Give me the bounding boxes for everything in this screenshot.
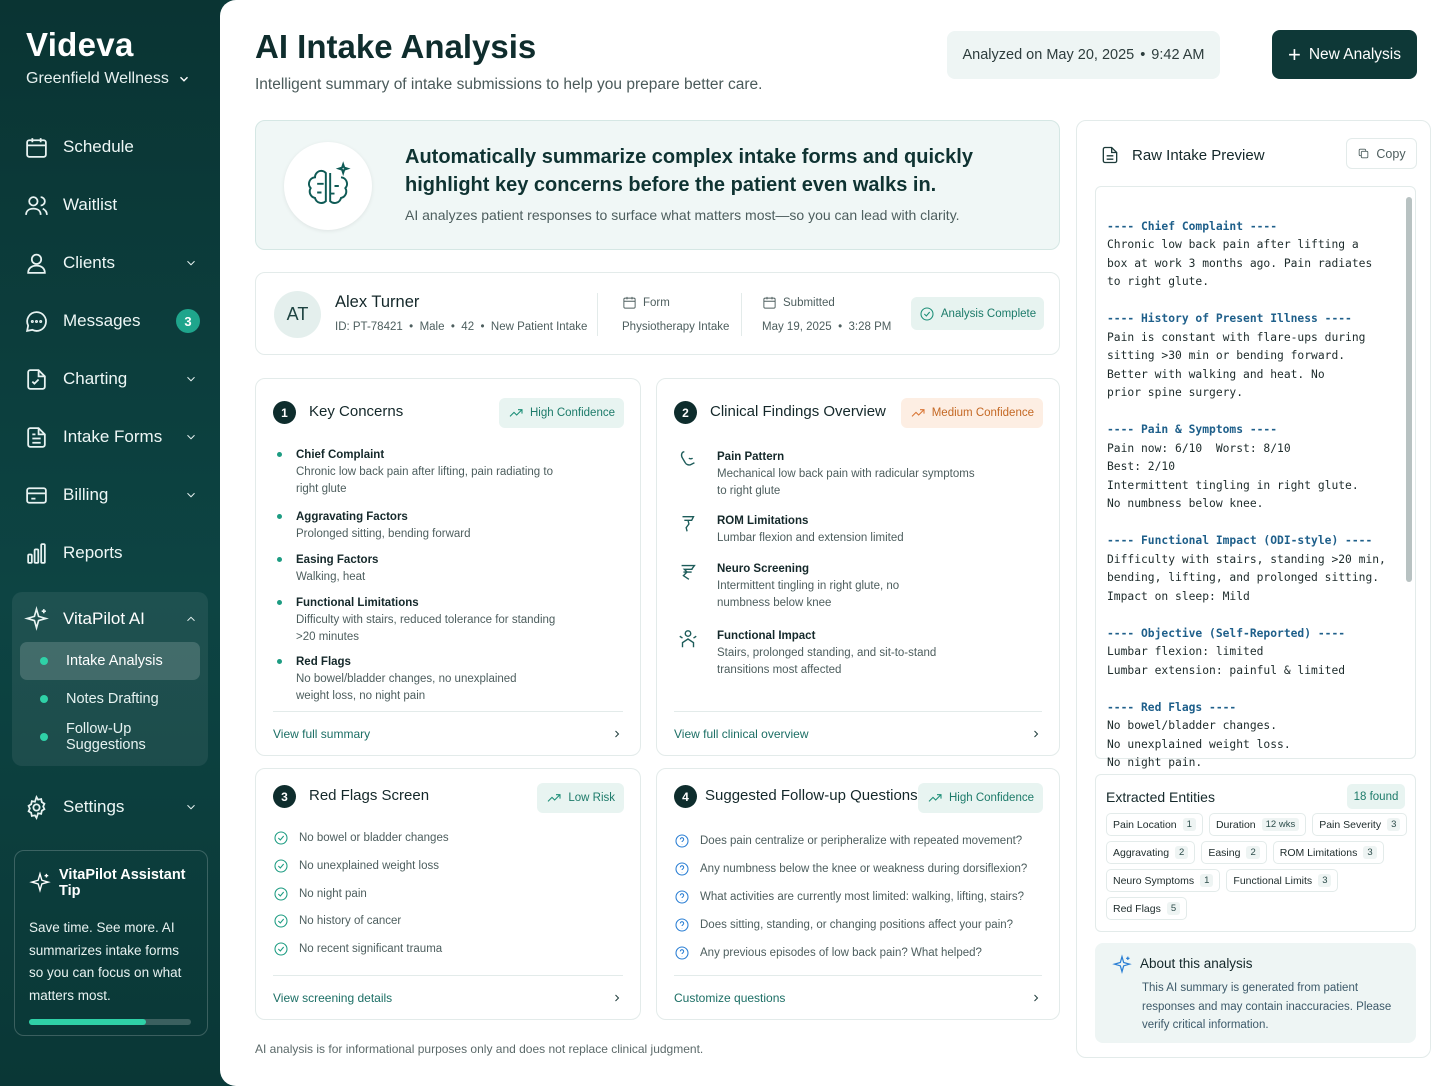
raw-section-heading: ---- Functional Impact (ODI-style) ----	[1107, 534, 1373, 547]
check-circle-icon	[273, 858, 289, 874]
card-title: Red Flags Screen	[309, 787, 430, 804]
trend-up-icon	[508, 405, 524, 421]
nav-label: Schedule	[63, 137, 134, 156]
rom-icon	[677, 513, 699, 535]
chip-row	[1106, 813, 1411, 836]
raw-line: No unexplained weight loss.	[1107, 737, 1291, 751]
concern-title: Easing Factors	[296, 554, 379, 566]
sub-item-follow-up[interactable]	[20, 718, 200, 756]
entity-label: Pain Severity	[1319, 818, 1382, 831]
patient-header-card	[255, 272, 1060, 355]
entity-label: Red Flags	[1113, 902, 1161, 915]
question-text: Does pain centralize or peripheralize with repeated movement?	[700, 835, 1023, 847]
functional-icon	[677, 628, 699, 650]
nav-label: Reports	[63, 543, 123, 562]
patient-name: Alex Turner	[335, 293, 420, 311]
risk-badge	[537, 783, 624, 813]
entity-count: 5	[1167, 902, 1180, 915]
view-screening-details-link[interactable]	[273, 975, 623, 1019]
chevron-down-icon	[184, 256, 198, 270]
finding-title: Neuro Screening	[717, 563, 810, 575]
nav-item-clients[interactable]	[0, 234, 220, 292]
question-item[interactable]	[674, 861, 1027, 877]
concern-title: Functional Limitations	[296, 597, 419, 609]
chevron-right-icon	[1030, 728, 1042, 740]
users-icon	[24, 193, 49, 218]
concern-item	[296, 447, 556, 498]
raw-section-heading: ---- Chief Complaint ----	[1107, 219, 1278, 233]
raw-section-heading: ---- Objective (Self-Reported) ----	[1107, 626, 1346, 640]
nav-label: Messages	[63, 311, 141, 330]
question-text: Any numbness below the knee or weakness during dorsiflexion?	[700, 863, 1028, 875]
chip-row	[1106, 841, 1411, 864]
risk-text: Low Risk	[568, 792, 615, 804]
vitapilot-group	[12, 592, 208, 766]
raw-line: Pain is constant with flare-ups during	[1107, 330, 1366, 344]
new-analysis-label: New Analysis	[1308, 45, 1402, 63]
entity-chips	[1106, 813, 1411, 925]
trend-up-icon	[546, 790, 562, 806]
raw-line: bending, lifting, and prolonged sitting.	[1107, 571, 1380, 584]
finding-text: Mechanical low back pain with radicular symptoms to right glute	[717, 468, 975, 497]
concern-text: Difficulty with stairs, reduced tolerance for standing >20 minutes	[296, 614, 556, 643]
chevron-right-icon	[611, 728, 623, 740]
sub-item-label: Follow-Up Suggestions	[66, 721, 146, 753]
vitapilot-toggle[interactable]	[12, 596, 208, 642]
sparkle-icon	[1112, 955, 1132, 975]
chevron-down-icon	[184, 488, 198, 502]
finding-title: Functional Impact	[717, 630, 816, 642]
active-dot	[40, 657, 48, 665]
raw-line: Difficulty with stairs, standing >20 min,	[1107, 552, 1386, 566]
main-nav	[0, 118, 220, 582]
sidebar	[0, 0, 220, 1086]
finding-item	[717, 513, 977, 547]
concern-item	[296, 654, 546, 705]
calendar-icon	[622, 295, 637, 310]
chevron-down-icon	[177, 72, 191, 86]
raw-line: Intermittent tingling in right glute.	[1107, 478, 1359, 492]
tip-progress-fill	[29, 1019, 146, 1025]
banner-heading: Automatically summarize complex intake forms and quickly highlight key concerns before the patient even walks in.	[405, 146, 973, 196]
raw-section-heading: ---- Red Flags ----	[1107, 700, 1237, 714]
nav-label: Charting	[63, 369, 128, 388]
check-circle-icon	[919, 306, 935, 322]
concern-title: Chief Complaint	[296, 449, 385, 461]
patient-meta: ID: PT-78421 • Male • 42 • New Patient Intake	[335, 321, 588, 333]
chip-row	[1106, 897, 1411, 920]
bar-chart-icon	[24, 541, 49, 566]
entity-count: 3	[1387, 818, 1400, 831]
question-item[interactable]	[674, 917, 1013, 933]
entity-label: Neuro Symptoms	[1113, 874, 1195, 887]
raw-line: No night pain.	[1107, 756, 1203, 769]
concern-item	[296, 595, 556, 646]
divider	[597, 293, 598, 336]
screen-item	[273, 913, 401, 929]
view-clinical-overview-link[interactable]	[674, 711, 1042, 755]
screen-item	[273, 858, 439, 874]
entity-chip[interactable]	[1106, 897, 1187, 920]
entity-chip[interactable]	[1106, 841, 1195, 864]
question-circle-icon	[674, 889, 690, 905]
raw-section	[1107, 532, 1415, 606]
finding-text: Lumbar flexion and extension limited	[717, 532, 904, 544]
submitted-label-text: Submitted	[783, 296, 835, 309]
card-number: 3	[273, 785, 296, 808]
raw-line: Chronic low back pain after lifting a	[1107, 238, 1359, 251]
calendar-icon	[24, 135, 49, 160]
ai-brain-icon	[284, 142, 372, 230]
raw-intake-panel	[1076, 120, 1431, 1058]
entity-count: 3	[1363, 846, 1376, 859]
entities-title: Extracted Entities	[1106, 789, 1215, 805]
raw-line: sitting >30 min or bending forward.	[1107, 349, 1346, 362]
raw-section	[1107, 310, 1415, 403]
nav-label: Waitlist	[63, 195, 118, 214]
form-label	[622, 295, 670, 310]
raw-line: Lumbar flexion: limited	[1107, 645, 1264, 658]
footer-label: View full clinical overview	[674, 726, 809, 741]
about-title: About this analysis	[1140, 956, 1253, 971]
nav-item-intake-forms[interactable]	[0, 408, 220, 466]
raw-section	[1107, 625, 1415, 681]
copy-icon	[1357, 147, 1370, 160]
finding-title: Pain Pattern	[717, 451, 785, 463]
entity-label: Duration	[1215, 818, 1256, 831]
concern-text: No bowel/bladder changes, no unexplained weight loss, no night pain	[296, 673, 517, 702]
analyzed-date: Analyzed on May 20, 2025	[962, 47, 1135, 63]
tip-progress-bar	[29, 1019, 191, 1025]
raw-line: to right glute.	[1107, 275, 1210, 288]
concern-text: Prolonged sitting, bending forward	[296, 528, 471, 540]
tip-body: Save time. See more. AI summarizes intake forms so you can focus on what matters most.	[29, 920, 182, 1003]
raw-line: Lumbar extension: painful & limited	[1107, 663, 1346, 677]
chip-row	[1106, 869, 1411, 892]
tip-title: VitaPilot Assistant Tip	[59, 867, 186, 899]
footer-label: View screening details	[273, 990, 393, 1005]
finding-text: Intermittent tingling in right glute, no numbness below knee	[717, 580, 900, 609]
raw-section-heading: ---- Pain & Symptoms ----	[1107, 423, 1278, 436]
extracted-entities	[1095, 774, 1416, 932]
main-content	[220, 0, 1448, 1086]
entities-count-badge: 18 found	[1347, 784, 1405, 809]
screen-text: No unexplained weight loss	[299, 860, 440, 872]
card-title: Clinical Findings Overview	[710, 403, 886, 420]
check-circle-icon	[273, 941, 289, 957]
trend-up-icon	[927, 790, 943, 806]
trend-up-icon	[910, 405, 926, 421]
sub-item-label: Intake Analysis	[66, 653, 163, 669]
question-circle-icon	[674, 861, 690, 877]
separator-dot: •	[1140, 47, 1146, 63]
entity-label: Pain Location	[1113, 818, 1177, 831]
assistant-tip-card	[14, 850, 208, 1036]
followup-questions-card	[656, 768, 1060, 1020]
chat-icon	[24, 309, 49, 334]
chevron-right-icon	[1030, 992, 1042, 1004]
bullet-dot	[277, 600, 282, 605]
nav-item-schedule[interactable]	[0, 118, 220, 176]
bullet-dot	[277, 452, 282, 457]
entity-chip[interactable]	[1226, 869, 1338, 892]
disclaimer: AI analysis is for informational purposes only and does not replace clinical judgment.	[255, 1042, 704, 1056]
nav-item-messages[interactable]	[0, 292, 220, 350]
question-circle-icon	[674, 945, 690, 961]
check-circle-icon	[273, 886, 289, 902]
intro-banner	[255, 120, 1060, 250]
raw-intake-header	[1100, 145, 1265, 165]
bullet-dot	[40, 733, 48, 741]
finding-item	[717, 449, 977, 500]
finding-text: Stairs, prolonged standing, and sit-to-stand transitions most affected	[717, 647, 937, 676]
pain-pattern-icon	[677, 449, 699, 471]
copy-button[interactable]	[1346, 138, 1417, 169]
concern-text: Walking, heat	[296, 571, 366, 583]
raw-line: No numbness below knee.	[1107, 497, 1264, 510]
page-title: AI Intake Analysis	[255, 28, 537, 65]
chevron-down-icon	[184, 800, 198, 814]
raw-section	[1107, 421, 1415, 514]
chevron-down-icon	[184, 372, 198, 386]
raw-section-heading: ---- History of Present Illness ----	[1107, 312, 1352, 325]
banner-text: AI analyzes patient responses to surface what matters most—so you can lead with clarity.	[405, 207, 960, 223]
page-subtitle: Intelligent summary of intake submissions to help you prepare better care.	[255, 76, 763, 93]
entity-chip[interactable]	[1273, 841, 1384, 864]
raw-intake-text[interactable]	[1095, 186, 1416, 769]
finding-item	[717, 561, 977, 612]
chevron-down-icon	[184, 430, 198, 444]
question-item[interactable]	[674, 833, 1022, 849]
nav-label: Billing	[63, 485, 109, 504]
question-text: Any previous episodes of low back pain? What helped?	[700, 947, 982, 959]
red-flags-card	[255, 768, 641, 1020]
analyzed-timestamp	[947, 31, 1220, 79]
raw-line: prior spine surgery.	[1107, 386, 1244, 399]
form-value: Physiotherapy Intake	[622, 321, 730, 333]
nav-label: Clients	[63, 253, 115, 272]
confidence-badge	[918, 783, 1043, 813]
question-item[interactable]	[674, 889, 1024, 905]
bullet-dot	[277, 557, 282, 562]
entity-chip[interactable]	[1201, 841, 1266, 864]
concern-title: Red Flags	[296, 656, 351, 668]
chevron-up-icon	[184, 612, 198, 626]
submitted-label	[762, 295, 835, 310]
divider	[741, 293, 742, 336]
form-icon	[24, 425, 49, 450]
nav-item-settings[interactable]	[0, 778, 220, 836]
entity-count: 1	[1183, 818, 1196, 831]
screen-text: No night pain	[299, 888, 367, 900]
document-icon	[1100, 145, 1120, 165]
chevron-right-icon	[611, 992, 623, 1004]
screen-text: No recent significant trauma	[299, 943, 443, 955]
entity-count: 2	[1246, 846, 1259, 859]
sub-item-intake-analysis[interactable]	[20, 642, 200, 680]
entity-count: 12 wks	[1262, 818, 1300, 831]
sparkle-icon	[24, 607, 49, 632]
entity-label: Aggravating	[1113, 846, 1170, 859]
concern-item	[296, 552, 556, 586]
check-circle-icon	[273, 830, 289, 846]
card-number: 2	[674, 401, 697, 424]
about-body: This AI summary is generated from patient responses and may contain inaccuracies. Please verify critical information.	[1142, 982, 1392, 1031]
card-title: Key Concerns	[309, 403, 404, 420]
sub-item-notes-drafting[interactable]	[20, 680, 200, 718]
org-name: Greenfield Wellness	[26, 70, 169, 87]
raw-section	[1107, 218, 1415, 292]
raw-line: Best: 2/10	[1107, 460, 1176, 473]
entity-count: 2	[1175, 846, 1188, 859]
sub-item-label: Notes Drafting	[66, 691, 159, 707]
plus-icon: +	[1287, 41, 1301, 67]
entity-label: Functional Limits	[1233, 874, 1313, 887]
card-icon	[24, 483, 49, 508]
gear-icon	[24, 795, 49, 820]
entity-count: 3	[1318, 874, 1331, 887]
confidence-text: Medium Confidence	[931, 407, 1034, 419]
new-analysis-button[interactable]	[1272, 30, 1417, 79]
raw-line: Impact on sleep: Mild	[1107, 589, 1250, 603]
status-badge	[911, 297, 1044, 330]
confidence-badge	[901, 398, 1043, 428]
screen-item	[273, 941, 442, 957]
entity-label: Easing	[1208, 846, 1241, 859]
analyzed-time: 9:42 AM	[1151, 47, 1205, 63]
screen-text: No bowel or bladder changes	[299, 832, 449, 844]
concern-text: Chronic low back pain after lifting, pain radiating to right glute	[296, 466, 553, 495]
clipboard-icon	[24, 367, 49, 392]
nav-item-reports[interactable]	[0, 524, 220, 582]
neuro-icon	[677, 561, 699, 583]
entity-chip[interactable]	[1106, 869, 1220, 892]
nav-item-waitlist[interactable]	[0, 176, 220, 234]
nav-item-billing[interactable]	[0, 466, 220, 524]
screen-item	[273, 830, 449, 846]
footer-label: Customize questions	[674, 990, 786, 1005]
org-switcher[interactable]	[0, 70, 220, 88]
user-icon	[24, 251, 49, 276]
concern-title: Aggravating Factors	[296, 511, 408, 523]
question-item[interactable]	[674, 945, 982, 961]
bullet-dot	[40, 695, 48, 703]
finding-title: ROM Limitations	[717, 515, 809, 527]
view-full-summary-link[interactable]	[273, 711, 623, 755]
avatar: AT	[274, 291, 321, 338]
confidence-badge	[499, 398, 624, 428]
calendar-icon	[762, 295, 777, 310]
nav-label: Intake Forms	[63, 427, 163, 446]
check-circle-icon	[273, 913, 289, 929]
nav-label: Settings	[63, 797, 125, 816]
bullet-dot	[277, 659, 282, 664]
about-analysis-box	[1095, 943, 1416, 1043]
entity-chip[interactable]	[1312, 813, 1407, 836]
key-concerns-card	[255, 378, 641, 756]
submitted-value: May 19, 2025 • 3:28 PM	[762, 321, 892, 333]
question-text: What activities are currently most limited: walking, lifting, stairs?	[700, 891, 1025, 903]
entity-chip[interactable]	[1106, 813, 1203, 836]
entity-count: 1	[1200, 874, 1213, 887]
brand-logo: Videva	[26, 26, 134, 63]
card-number: 1	[273, 401, 296, 424]
card-number: 4	[674, 785, 697, 808]
raw-line: box at work 3 months ago. Pain radiates	[1107, 256, 1373, 270]
status-text: Analysis Complete	[940, 307, 1037, 320]
nav-item-charting[interactable]	[0, 350, 220, 408]
raw-line: No bowel/bladder changes.	[1107, 719, 1278, 732]
form-label-text: Form	[643, 296, 670, 309]
entity-label: ROM Limitations	[1279, 846, 1358, 859]
question-circle-icon	[674, 833, 690, 849]
raw-line: Better with walking and heat. No	[1107, 367, 1325, 381]
sparkle-icon	[29, 872, 51, 894]
confidence-text: High Confidence	[948, 792, 1034, 804]
customize-questions-link[interactable]	[674, 975, 1042, 1019]
vitapilot-label: VitaPilot AI	[63, 609, 145, 628]
raw-section	[1107, 699, 1415, 773]
screen-text: No history of cancer	[299, 915, 402, 927]
confidence-text: High Confidence	[529, 407, 615, 419]
clinical-findings-card	[656, 378, 1060, 756]
entity-chip[interactable]	[1209, 813, 1306, 836]
unread-badge: 3	[176, 309, 200, 333]
copy-label: Copy	[1376, 146, 1406, 161]
question-text: Does sitting, standing, or changing positions affect your pain?	[700, 919, 1014, 931]
bullet-dot	[277, 514, 282, 519]
card-title: Suggested Follow-up Questions	[705, 787, 918, 804]
finding-item	[717, 628, 957, 679]
concern-item	[296, 509, 556, 543]
screen-item	[273, 886, 367, 902]
raw-intake-title: Raw Intake Preview	[1132, 146, 1265, 164]
footer-label: View full summary	[273, 726, 371, 741]
raw-line: Pain now: 6/10 Worst: 8/10	[1107, 441, 1291, 455]
question-circle-icon	[674, 917, 690, 933]
tip-header	[29, 867, 193, 899]
scrollbar[interactable]	[1406, 197, 1412, 582]
